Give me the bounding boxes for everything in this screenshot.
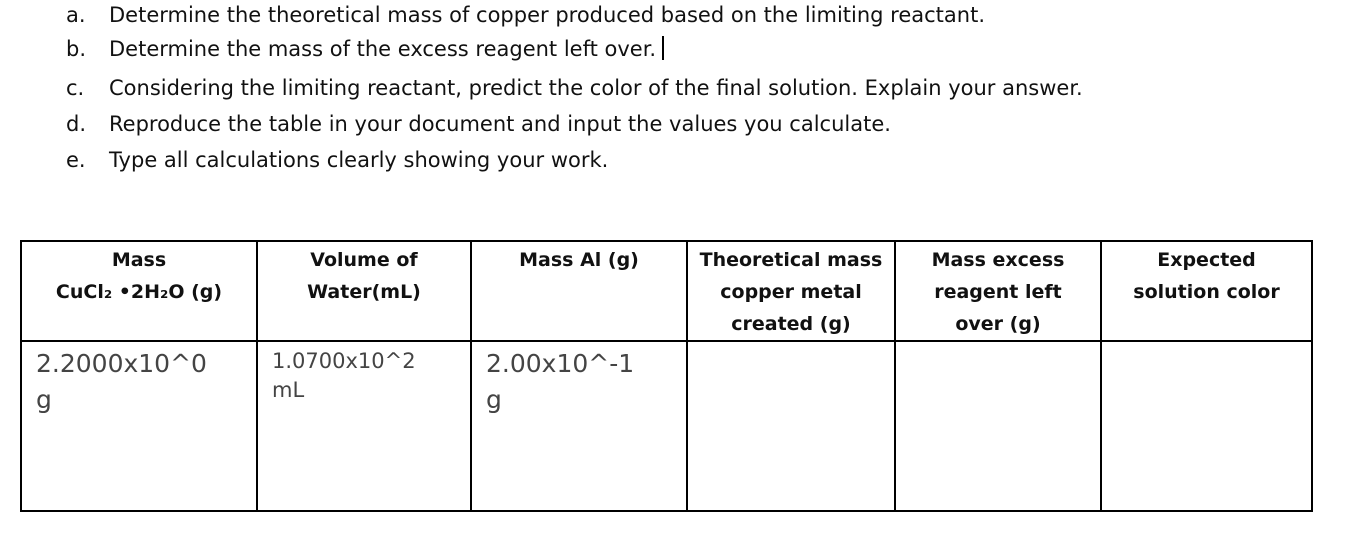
header-expected-solution-color[interactable]: Expected solution color	[1101, 241, 1312, 341]
header-mass-al[interactable]: Mass Al (g)	[471, 241, 687, 341]
cell-mass-al[interactable]: 2.00x10^-1 g	[471, 341, 687, 511]
instruction-text: Considering the limiting reactant, predict the color of the final solution. Explain your answer.	[109, 76, 1083, 100]
text-cursor	[662, 36, 664, 60]
instruction-text: Determine the theoretical mass of copper produced based on the limiting reactant.	[109, 3, 985, 27]
header-theoretical-mass-copper[interactable]: Theoretical mass copper metal created (g)	[687, 241, 895, 341]
header-mass-excess-reagent[interactable]: Mass excess reagent left over (g)	[895, 241, 1101, 341]
header-mass-cucl2[interactable]: Mass CuCl₂ •2H₂O (g)	[21, 241, 257, 341]
table-header-row	[21, 241, 1312, 341]
cell-theoretical-mass-copper[interactable]	[687, 341, 895, 511]
data-table	[20, 240, 1313, 512]
instruction-text: Determine the mass of the excess reagent left over.	[109, 37, 657, 61]
cell-expected-solution-color[interactable]	[1101, 341, 1312, 511]
instruction-letter: b.	[66, 37, 87, 61]
instruction-text: Reproduce the table in your document and input the values you calculate.	[109, 112, 891, 136]
cell-mass-cucl2[interactable]: 2.2000x10^0 g	[21, 341, 257, 511]
header-volume-water[interactable]: Volume of Water(mL)	[257, 241, 471, 341]
instruction-letter: c.	[66, 76, 85, 100]
instruction-letter: e.	[66, 148, 86, 172]
cell-mass-excess-reagent[interactable]	[895, 341, 1101, 511]
instruction-text: Type all calculations clearly showing your work.	[109, 148, 609, 172]
cell-volume-water[interactable]: 1.0700x10^2 mL	[257, 341, 471, 511]
instruction-text-with-cursor[interactable]	[109, 34, 664, 64]
instruction-letter: a.	[66, 3, 86, 27]
table-row	[21, 341, 1312, 511]
instruction-letter: d.	[66, 112, 87, 136]
